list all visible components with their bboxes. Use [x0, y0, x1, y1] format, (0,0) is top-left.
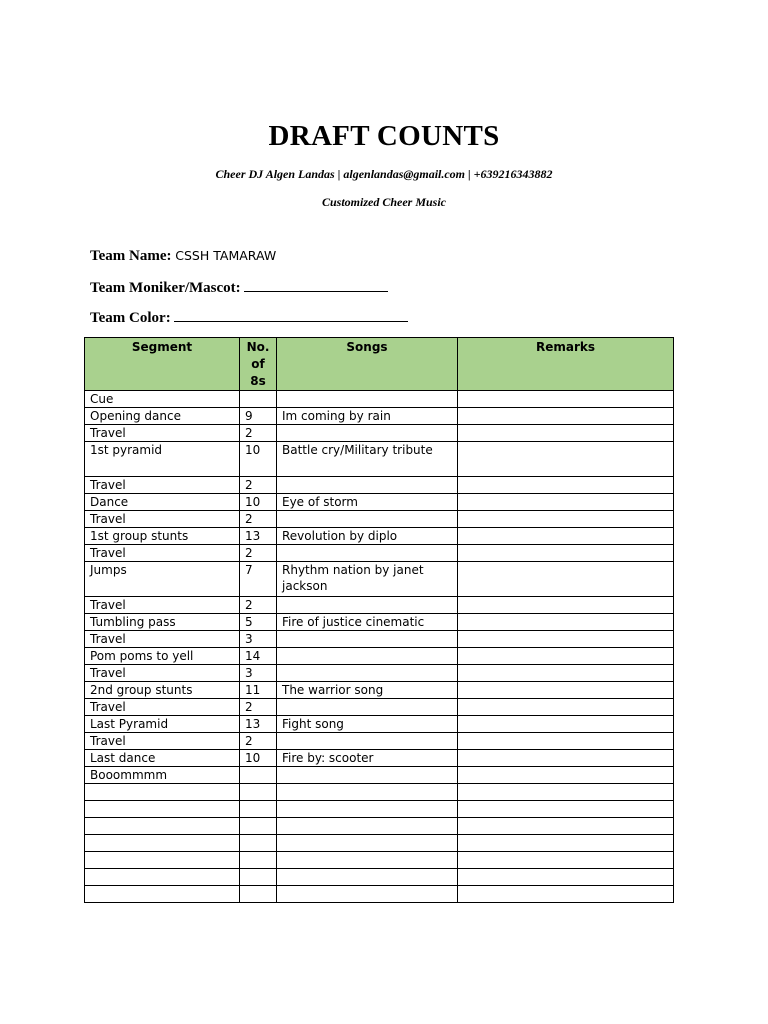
- cell-song[interactable]: Revolution by diplo: [277, 528, 458, 545]
- table-row: [85, 442, 674, 477]
- cell-song[interactable]: [277, 699, 458, 716]
- cell-remarks[interactable]: [458, 494, 674, 511]
- table-row: [85, 750, 674, 767]
- cell-remarks[interactable]: [458, 869, 674, 886]
- cell-count[interactable]: 10: [240, 442, 277, 477]
- cell-remarks[interactable]: [458, 511, 674, 528]
- cell-segment[interactable]: Travel: [85, 511, 240, 528]
- cell-song[interactable]: The warrior song: [277, 682, 458, 699]
- cell-count[interactable]: 3: [240, 665, 277, 682]
- table-row: [85, 648, 674, 665]
- table-row: [85, 716, 674, 733]
- header-songs: Songs: [277, 338, 458, 391]
- cell-song[interactable]: [277, 886, 458, 903]
- team-moniker-blank[interactable]: [244, 278, 388, 292]
- cell-segment[interactable]: Tumbling pass: [85, 614, 240, 631]
- cell-segment[interactable]: Last Pyramid: [85, 716, 240, 733]
- cell-segment[interactable]: 2nd group stunts: [85, 682, 240, 699]
- team-name-label: Team Name:: [90, 248, 172, 264]
- cell-count[interactable]: [240, 801, 277, 818]
- cell-song[interactable]: [277, 801, 458, 818]
- cell-song[interactable]: [277, 869, 458, 886]
- cell-segment[interactable]: Dance: [85, 494, 240, 511]
- cell-remarks[interactable]: [458, 784, 674, 801]
- cell-remarks[interactable]: [458, 750, 674, 767]
- cell-song[interactable]: [277, 665, 458, 682]
- cell-song[interactable]: Fire of justice cinematic: [277, 614, 458, 631]
- header-count-line1: No.: [246, 340, 270, 354]
- cell-song[interactable]: Fight song: [277, 716, 458, 733]
- team-moniker-label: Team Moniker/Mascot:: [90, 280, 241, 296]
- team-name-value[interactable]: CSSH TAMARAW: [175, 248, 277, 263]
- cell-segment[interactable]: Cue: [85, 391, 240, 408]
- document-title: DRAFT COUNTS: [268, 120, 500, 152]
- cell-count[interactable]: 2: [240, 425, 277, 442]
- table-row: [85, 801, 674, 818]
- cell-count[interactable]: [240, 784, 277, 801]
- table-row: [85, 391, 674, 408]
- table-row: [85, 562, 674, 597]
- cell-count[interactable]: 7: [240, 562, 277, 597]
- cell-song[interactable]: [277, 511, 458, 528]
- table-row: [85, 886, 674, 903]
- cell-count[interactable]: 2: [240, 597, 277, 614]
- cell-song[interactable]: Eye of storm: [277, 494, 458, 511]
- cell-segment[interactable]: Travel: [85, 597, 240, 614]
- cell-segment[interactable]: Travel: [85, 733, 240, 750]
- table-row: [85, 767, 674, 784]
- cell-segment[interactable]: [85, 835, 240, 852]
- header-count-line2: of: [251, 357, 265, 371]
- table-row: [85, 631, 674, 648]
- cell-song[interactable]: [277, 477, 458, 494]
- cell-segment[interactable]: Opening dance: [85, 408, 240, 425]
- cell-count[interactable]: 10: [240, 494, 277, 511]
- cell-segment[interactable]: [85, 852, 240, 869]
- cell-count[interactable]: [240, 852, 277, 869]
- cell-segment[interactable]: Travel: [85, 665, 240, 682]
- cell-segment[interactable]: Travel: [85, 425, 240, 442]
- table-row: [85, 835, 674, 852]
- cell-count[interactable]: 2: [240, 511, 277, 528]
- table-row: [85, 818, 674, 835]
- table-row: [85, 699, 674, 716]
- cell-remarks[interactable]: [458, 562, 674, 597]
- cell-segment[interactable]: [85, 886, 240, 903]
- cell-count[interactable]: 11: [240, 682, 277, 699]
- cell-count[interactable]: [240, 886, 277, 903]
- cell-segment[interactable]: Pom poms to yell: [85, 648, 240, 665]
- table-body: [85, 391, 674, 903]
- cell-song[interactable]: [277, 733, 458, 750]
- cell-segment[interactable]: [85, 784, 240, 801]
- cell-count[interactable]: 13: [240, 716, 277, 733]
- cell-segment[interactable]: [85, 869, 240, 886]
- cell-remarks[interactable]: [458, 835, 674, 852]
- table-row: [85, 425, 674, 442]
- cell-count[interactable]: 2: [240, 699, 277, 716]
- cell-song[interactable]: [277, 391, 458, 408]
- cell-count[interactable]: [240, 818, 277, 835]
- cell-remarks[interactable]: [458, 442, 674, 477]
- cell-remarks[interactable]: [458, 852, 674, 869]
- cell-remarks[interactable]: [458, 648, 674, 665]
- table-row: [85, 869, 674, 886]
- cell-remarks[interactable]: [458, 767, 674, 784]
- cell-song[interactable]: [277, 852, 458, 869]
- table-row: [85, 528, 674, 545]
- table-row: [85, 852, 674, 869]
- cell-song[interactable]: [277, 648, 458, 665]
- cell-segment[interactable]: Last dance: [85, 750, 240, 767]
- cell-song[interactable]: [277, 835, 458, 852]
- table-row: [85, 682, 674, 699]
- cell-song[interactable]: [277, 545, 458, 562]
- cell-song[interactable]: [277, 597, 458, 614]
- cell-remarks[interactable]: [458, 614, 674, 631]
- table-row: [85, 597, 674, 614]
- cell-count[interactable]: [240, 391, 277, 408]
- cell-remarks[interactable]: [458, 597, 674, 614]
- tagline: Customized Cheer Music: [321, 195, 447, 209]
- cell-remarks[interactable]: [458, 528, 674, 545]
- cell-count[interactable]: [240, 835, 277, 852]
- contact-line: Cheer DJ Algen Landas | algenlandas@gmail.com | +639216343882: [215, 167, 553, 181]
- cell-count[interactable]: [240, 869, 277, 886]
- table-row: [85, 408, 674, 425]
- cell-segment[interactable]: Travel: [85, 545, 240, 562]
- header-segment: Segment: [85, 338, 240, 391]
- cell-segment[interactable]: Travel: [85, 477, 240, 494]
- cell-remarks[interactable]: [458, 818, 674, 835]
- cell-segment[interactable]: 1st pyramid: [85, 442, 240, 477]
- cell-count[interactable]: [240, 767, 277, 784]
- cell-song[interactable]: [277, 425, 458, 442]
- cell-segment[interactable]: Jumps: [85, 562, 240, 597]
- cell-count[interactable]: 2: [240, 545, 277, 562]
- cell-remarks[interactable]: [458, 801, 674, 818]
- counts-table: [84, 337, 674, 903]
- cell-segment[interactable]: [85, 801, 240, 818]
- team-color-label: Team Color:: [90, 310, 171, 326]
- cell-segment[interactable]: Travel: [85, 631, 240, 648]
- cell-remarks[interactable]: [458, 425, 674, 442]
- cell-remarks[interactable]: [458, 699, 674, 716]
- cell-song[interactable]: Im coming by rain: [277, 408, 458, 425]
- cell-count[interactable]: 3: [240, 631, 277, 648]
- cell-song[interactable]: Fire by: scooter: [277, 750, 458, 767]
- header-count: [240, 338, 277, 391]
- cell-remarks[interactable]: [458, 682, 674, 699]
- cell-count[interactable]: 10: [240, 750, 277, 767]
- team-color-blank[interactable]: [174, 308, 408, 322]
- cell-remarks[interactable]: [458, 716, 674, 733]
- cell-segment[interactable]: [85, 818, 240, 835]
- cell-count[interactable]: 9: [240, 408, 277, 425]
- cell-song[interactable]: [277, 818, 458, 835]
- cell-segment[interactable]: Travel: [85, 699, 240, 716]
- table-row: [85, 614, 674, 631]
- cell-segment[interactable]: 1st group stunts: [85, 528, 240, 545]
- table-row: [85, 494, 674, 511]
- cell-count[interactable]: 14: [240, 648, 277, 665]
- cell-remarks[interactable]: [458, 408, 674, 425]
- cell-count[interactable]: 2: [240, 477, 277, 494]
- team-name-field: [90, 248, 276, 265]
- cell-count[interactable]: 13: [240, 528, 277, 545]
- table-row: [85, 784, 674, 801]
- team-color-field: [90, 308, 408, 327]
- cell-song[interactable]: Battle cry/Military tribute: [277, 442, 458, 477]
- cell-remarks[interactable]: [458, 886, 674, 903]
- header-remarks: Remarks: [458, 338, 674, 391]
- cell-remarks[interactable]: [458, 733, 674, 750]
- cell-song[interactable]: Rhythm nation by janet jackson: [277, 562, 458, 597]
- cell-song[interactable]: [277, 631, 458, 648]
- table-header-row: [85, 338, 674, 391]
- header-count-line3: 8s: [250, 374, 266, 388]
- table-row: [85, 511, 674, 528]
- team-moniker-field: [90, 278, 388, 297]
- cell-count[interactable]: 5: [240, 614, 277, 631]
- table-row: [85, 665, 674, 682]
- cell-remarks[interactable]: [458, 631, 674, 648]
- cell-song[interactable]: [277, 784, 458, 801]
- table-row: [85, 477, 674, 494]
- cell-segment[interactable]: Booommmm: [85, 767, 240, 784]
- table-row: [85, 545, 674, 562]
- cell-song[interactable]: [277, 767, 458, 784]
- cell-remarks[interactable]: [458, 391, 674, 408]
- table-row: [85, 733, 674, 750]
- cell-count[interactable]: 2: [240, 733, 277, 750]
- cell-remarks[interactable]: [458, 545, 674, 562]
- cell-remarks[interactable]: [458, 665, 674, 682]
- cell-remarks[interactable]: [458, 477, 674, 494]
